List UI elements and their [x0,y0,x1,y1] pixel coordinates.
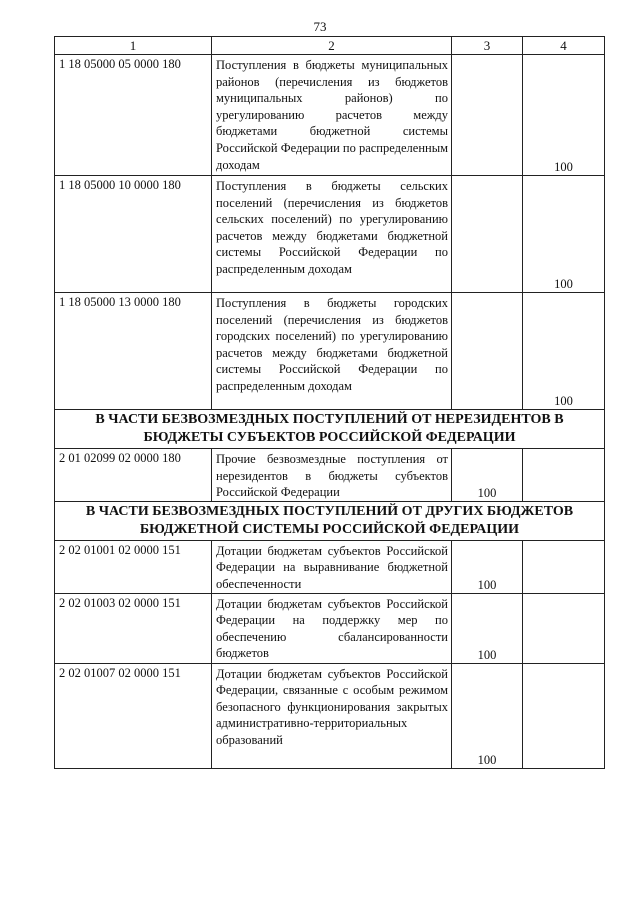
row-value-col3: 100 [452,449,523,502]
section-heading-row [55,501,605,540]
row-code: 1 18 05000 05 0000 180 [55,55,212,176]
row-code: 2 02 01001 02 0000 151 [55,540,212,593]
row-value-col4 [523,663,605,768]
row-description: Поступления в бюджеты муниципальных районов (перечисления из бюджетов муниципальных районов) по урегулированию расчетов между бюджетами бюджетной системы Российской Федерации по распределенным доходам [212,55,452,176]
table-row [55,593,605,663]
row-value-col3: 100 [452,663,523,768]
row-value-col3 [452,55,523,176]
row-value-col4: 100 [523,55,605,176]
row-code: 2 02 01007 02 0000 151 [55,663,212,768]
row-value-col4 [523,449,605,502]
row-description: Поступления в бюджеты городских поселений (перечисления из бюджетов городских поселений) по урегулированию расчетов между бюджетами бюджетной системы Российской Федерации по распределенным доходам [212,293,452,410]
header-col-3: 3 [452,37,523,55]
row-description: Дотации бюджетам субъектов Российской Федерации на поддержку мер по обеспечению сбалансированности бюджетов [212,593,452,663]
row-value-col4: 100 [523,176,605,293]
row-value-col4: 100 [523,293,605,410]
row-value-col3 [452,293,523,410]
row-value-col4 [523,540,605,593]
row-code: 1 18 05000 10 0000 180 [55,176,212,293]
row-description: Дотации бюджетам субъектов Российской Федерации, связанные с особым режимом безопасного функционирования закрытых административно-территориальных образований [212,663,452,768]
row-description: Поступления в бюджеты сельских поселений (перечисления из бюджетов сельских поселений) по урегулированию расчетов между бюджетами бюджетной системы Российской Федерации по распределенным доходам [212,176,452,293]
row-description: Прочие безвозмездные поступления от нерезидентов в бюджеты субъектов Российской Федерации [212,449,452,502]
table-row [55,449,605,502]
row-code: 2 01 02099 02 0000 180 [55,449,212,502]
header-col-4: 4 [523,37,605,55]
section-heading-row [55,410,605,449]
row-value-col4 [523,593,605,663]
row-code: 1 18 05000 13 0000 180 [55,293,212,410]
budget-classification-table [54,36,605,769]
table-row [55,293,605,410]
table-row [55,176,605,293]
section-heading: В ЧАСТИ БЕЗВОЗМЕЗДНЫХ ПОСТУПЛЕНИЙ ОТ НЕРЕЗИДЕНТОВ В БЮДЖЕТЫ СУБЪЕКТОВ РОССИЙСКОЙ ФЕДЕРАЦИИ [55,410,605,449]
row-code: 2 02 01003 02 0000 151 [55,593,212,663]
row-value-col3 [452,176,523,293]
table-row [55,55,605,176]
section-heading: В ЧАСТИ БЕЗВОЗМЕЗДНЫХ ПОСТУПЛЕНИЙ ОТ ДРУГИХ БЮДЖЕТОВ БЮДЖЕТНОЙ СИСТЕМЫ РОССИЙСКОЙ ФЕДЕРАЦИИ [55,501,605,540]
header-col-2: 2 [212,37,452,55]
page-number: 73 [313,19,327,34]
row-description: Дотации бюджетам субъектов Российской Федерации на выравнивание бюджетной обеспеченности [212,540,452,593]
table-row [55,540,605,593]
table-header-row [55,37,605,55]
header-col-1: 1 [55,37,212,55]
row-value-col3: 100 [452,593,523,663]
table-row [55,663,605,768]
row-value-col3: 100 [452,540,523,593]
